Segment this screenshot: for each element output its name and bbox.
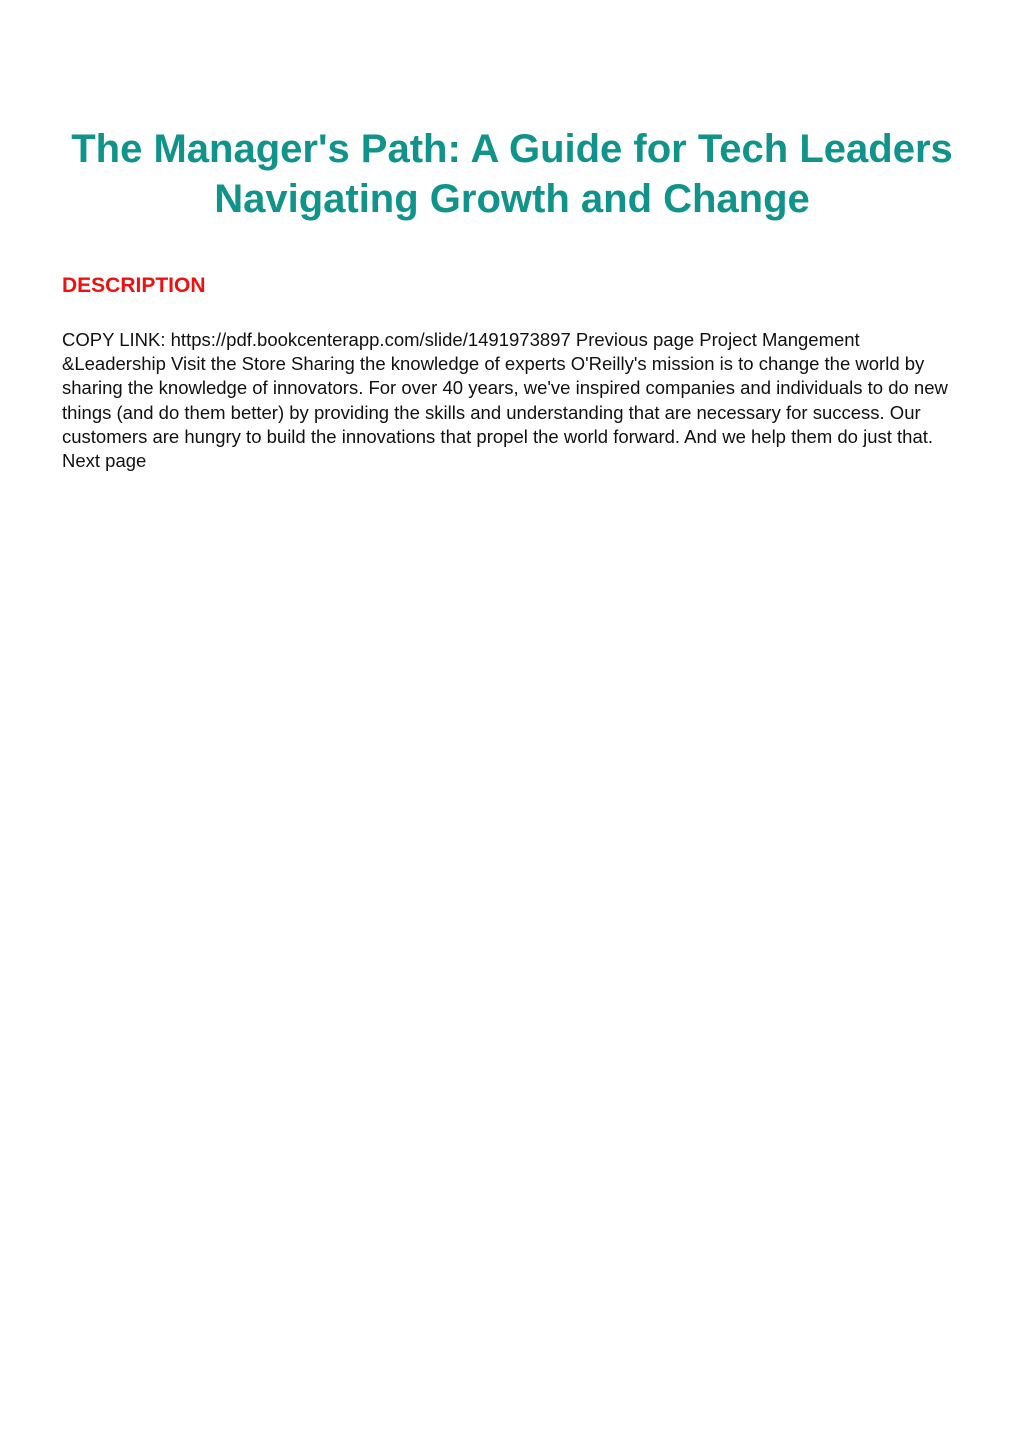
description-text: COPY LINK: https://pdf.bookcenterapp.com/slide/1491973897 Previous page Project Mangement &Leadership Visit the Store Sharing the knowledge of experts O'Reilly's mission is to change the world by sharing the knowledge of innovators. For over 40 years, we've inspired companies and individuals to do new things (and do them better) by providing the skills and understanding that are necessary for success. Our customers are hungry to build the innovations that propel the world forward. And we help them do just that. Next page — [62, 329, 948, 472]
document-title: The Manager's Path: A Guide for Tech Leaders Navigating Growth and Change — [71, 127, 953, 221]
description-heading: DESCRIPTION — [62, 274, 206, 297]
